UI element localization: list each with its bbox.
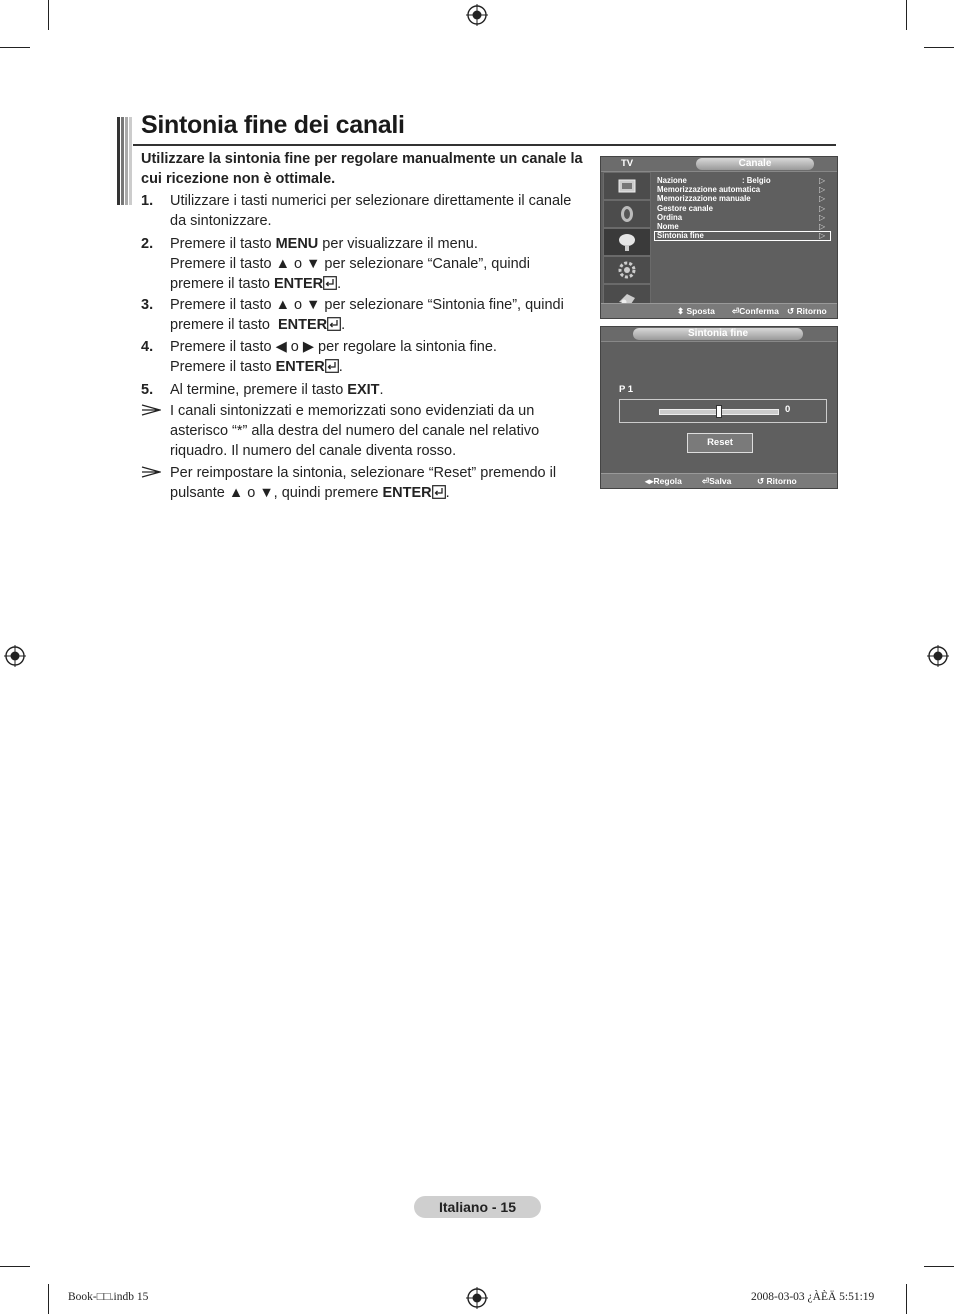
- osd-channel-menu: [600, 156, 838, 319]
- osd-menu-label: Nazione: [657, 176, 687, 185]
- step-number: 5.: [141, 382, 154, 398]
- note-text: I canali sintonizzati e memorizzati sono evidenziati da un: [170, 403, 535, 419]
- crop-mark: [924, 47, 954, 48]
- key-label: ENTER: [273, 276, 324, 292]
- osd-menu-label: Memorizzazione automatica: [657, 185, 761, 195]
- crop-mark: [924, 1266, 954, 1267]
- step-text: da sintonizzare.: [170, 213, 272, 229]
- registration-mark-icon: [466, 1287, 488, 1309]
- crop-mark: [48, 1284, 49, 1314]
- step-text: Utilizzare i tasti numerici per selezionare direttamente il canale: [170, 193, 572, 209]
- osd-confirm-hint: ⏎Conferma: [732, 306, 779, 316]
- enter-icon: [432, 485, 446, 499]
- key-label: EXIT: [347, 382, 380, 398]
- registration-mark-icon: [927, 645, 949, 667]
- step-number: 4.: [141, 339, 154, 355]
- key-label: ENTER: [275, 359, 325, 375]
- fine-tune-slider-box[interactable]: [619, 399, 827, 423]
- osd-footer: [601, 303, 837, 318]
- step-text: Premere il tasto: [170, 236, 276, 252]
- note-text: riquadro. Il numero del canale diventa rosso.: [170, 443, 457, 459]
- leftright-icon: ◂▸: [645, 476, 654, 486]
- note-text: asterisco “*” alla destra del numero del canale nel relativo: [170, 423, 540, 439]
- updown-icon: ⬍: [677, 306, 685, 316]
- enter-icon: [327, 317, 341, 331]
- note-arrow-icon: [141, 466, 161, 478]
- title-divider: [133, 144, 836, 146]
- reset-button[interactable]: Reset: [687, 433, 753, 453]
- step-text: Premere il tasto ▲ o ▼ per selezionare “Canale”, quindi: [170, 256, 530, 272]
- return-icon: ↺: [757, 476, 765, 486]
- step-text: .: [337, 276, 342, 292]
- step-text: Premere il tasto: [170, 359, 276, 375]
- registration-mark-icon: [4, 645, 26, 667]
- key-label: ENTER: [382, 485, 432, 501]
- crop-mark: [0, 47, 30, 48]
- osd-header-title: Canale: [696, 158, 814, 170]
- step-text: premere il tasto: [170, 317, 278, 333]
- osd-back-hint: ↺ Ritorno: [787, 306, 827, 316]
- osd-header: [601, 327, 837, 342]
- step-number: 3.: [141, 297, 154, 313]
- chevron-right-icon: ▷: [819, 231, 826, 241]
- crop-mark: [906, 1284, 907, 1314]
- fine-tune-thumb[interactable]: [716, 405, 722, 418]
- chevron-right-icon: ▷: [819, 222, 826, 231]
- osd-menu-item[interactable]: [601, 176, 837, 185]
- crop-mark: [906, 0, 907, 30]
- step-text: .: [341, 317, 346, 333]
- key-label: ENTER: [278, 317, 328, 333]
- intro-text: Utilizzare la sintonia fine per regolare manualmente un canale la cui ricezione non è ottimale.: [141, 151, 583, 187]
- chevron-right-icon: ▷: [819, 194, 826, 204]
- step-text: Al termine, premere il tasto: [170, 382, 348, 398]
- note-text: .: [445, 485, 450, 501]
- step-number: 1.: [141, 193, 154, 209]
- crop-mark: [0, 1266, 30, 1267]
- step-text: per visualizzare il menu.: [318, 236, 478, 252]
- chevron-right-icon: ▷: [819, 203, 826, 213]
- step-number: 2.: [141, 236, 154, 252]
- osd-tv-label: TV: [621, 158, 634, 169]
- page-number-badge: Italiano - 15: [414, 1196, 541, 1218]
- chevron-right-icon: ▷: [819, 185, 826, 195]
- enter-icon: ⏎: [732, 306, 740, 316]
- step-text: Premere il tasto ◀ o ▶ per regolare la sintonia fine.: [170, 339, 497, 355]
- osd-footer: [601, 473, 837, 488]
- crop-mark: [48, 0, 49, 30]
- step-text: premere il tasto: [170, 276, 274, 292]
- print-timestamp: 2008-03-03 ¿ÀÈÄ 5:51:19: [751, 1291, 875, 1303]
- step-text: .: [379, 382, 384, 398]
- enter-icon: ⏎: [702, 476, 710, 486]
- osd-menu-item[interactable]: [601, 231, 837, 240]
- osd-menu-item[interactable]: [601, 222, 837, 231]
- osd-header-title: Sintonia fine: [633, 328, 803, 340]
- osd-menu-label: Nome: [657, 222, 679, 231]
- osd-setup-icon[interactable]: [603, 256, 651, 284]
- return-icon: ↺: [787, 306, 795, 316]
- osd-move-hint: ⬍ Sposta: [677, 306, 715, 316]
- fine-tune-value: 0: [785, 404, 791, 415]
- osd-back-hint: ↺ Ritorno: [757, 476, 797, 486]
- osd-menu-label: Sintonia fine: [657, 231, 704, 241]
- registration-mark-icon: [466, 4, 488, 26]
- osd-channel-label: P 1: [619, 384, 634, 395]
- osd-save-hint: ⏎Salva: [702, 476, 732, 486]
- page-title: Sintonia fine dei canali: [141, 111, 405, 139]
- note-text: Per reimpostare la sintonia, selezionare “Reset” premendo il: [170, 465, 557, 481]
- osd-menu-label: Ordina: [657, 212, 683, 222]
- osd-fine-tune: [600, 326, 838, 489]
- step-text: Premere il tasto ▲ o ▼ per selezionare “Sintonia fine”, quindi: [170, 297, 564, 313]
- enter-icon: [323, 276, 337, 290]
- key-label: MENU: [275, 236, 319, 252]
- step-text: .: [338, 359, 343, 375]
- osd-adjust-hint: ◂▸Regola: [645, 476, 682, 486]
- osd-menu-label: Memorizzazione manuale: [657, 194, 751, 204]
- note-text: pulsante ▲ o ▼, quindi premere: [170, 485, 383, 501]
- print-file-info: Book-□□.indb 15: [68, 1291, 149, 1303]
- osd-menu-value: : Belgio: [742, 176, 771, 185]
- osd-menu-item[interactable]: [601, 213, 837, 222]
- osd-menu-item[interactable]: [601, 185, 837, 194]
- note-arrow-icon: [141, 404, 161, 416]
- chevron-right-icon: ▷: [819, 176, 826, 185]
- osd-header: [601, 157, 837, 172]
- osd-menu-item[interactable]: [601, 194, 837, 203]
- chevron-right-icon: ▷: [819, 212, 826, 222]
- osd-menu-label: Gestore canale: [657, 203, 713, 213]
- osd-menu-item[interactable]: [601, 204, 837, 213]
- enter-icon: [325, 359, 339, 373]
